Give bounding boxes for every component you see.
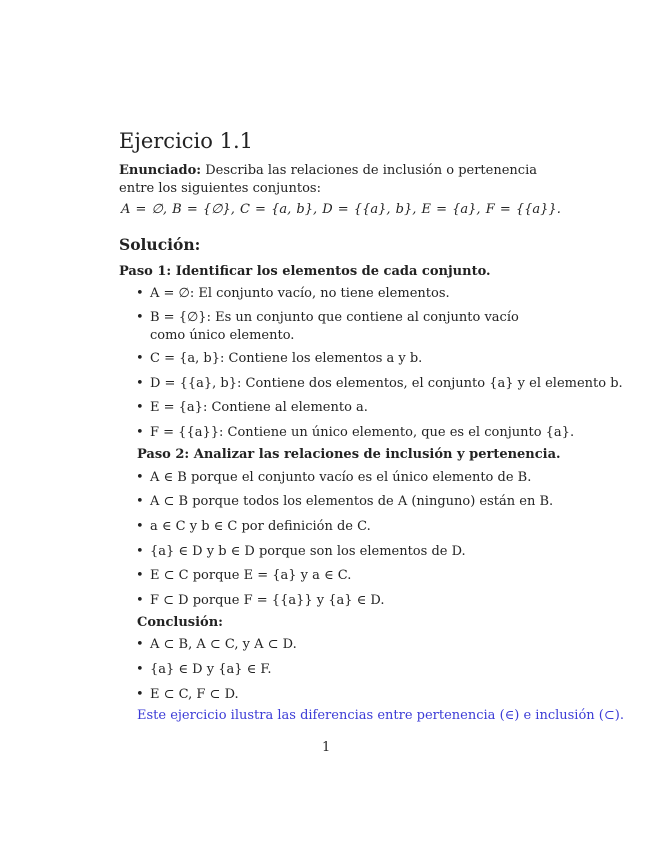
list-item: • F ⊂ D porque F = {{a}} y {a} ∈ D. xyxy=(136,593,385,608)
solution-heading: Solución: xyxy=(119,235,201,254)
statement xyxy=(119,162,537,198)
bullet-icon: • xyxy=(136,544,144,559)
list-item: • {a} ∈ D y b ∈ D porque son los elementos de D. xyxy=(136,544,466,559)
bullet-icon: • xyxy=(136,400,144,415)
statement-label: Enunciado: xyxy=(119,163,202,178)
step1-heading: Paso 1: Identificar los elementos de cada conjunto. xyxy=(119,264,491,279)
statement-text: Describa las relaciones de inclusión o pertenencia entre los siguientes conjuntos: xyxy=(119,163,537,196)
list-item: • a ∈ C y b ∈ C por definición de C. xyxy=(136,519,371,534)
bullet-icon: • xyxy=(136,637,144,652)
list-item: • {a} ∈ D y {a} ∈ F. xyxy=(136,662,272,677)
page-number: 1 xyxy=(322,740,331,755)
step2-heading: Paso 2: Analizar las relaciones de inclusión y pertenencia. xyxy=(137,447,561,462)
exercise-title: Ejercicio 1.1 xyxy=(119,129,253,153)
list-item: • B = {∅}: Es un conjunto que contiene al conjunto vacío como único elemento. xyxy=(136,310,519,343)
list-item: • E = {a}: Contiene al elemento a. xyxy=(136,400,368,415)
list-item: • E ⊂ C porque E = {a} y a ∈ C. xyxy=(136,568,352,583)
conclusion-heading: Conclusión: xyxy=(137,615,223,630)
list-item: • D = {{a}, b}: Contiene dos elementos, el conjunto {a} y el elemento b. xyxy=(136,376,623,391)
bullet-icon: • xyxy=(136,568,144,583)
bullet-icon: • xyxy=(136,494,144,509)
list-item: • E ⊂ C, F ⊂ D. xyxy=(136,687,239,702)
sets-definition: A = ∅, B = {∅}, C = {a, b}, D = {{a}, b}, E = {a}, F = {{a}}. xyxy=(121,202,561,217)
bullet-icon: • xyxy=(136,376,144,391)
bullet-icon: • xyxy=(136,286,144,301)
list-item: • A = ∅: El conjunto vacío, no tiene elementos. xyxy=(136,286,450,301)
bullet-icon: • xyxy=(136,425,144,440)
bullet-icon: • xyxy=(136,351,144,366)
bullet-icon: • xyxy=(136,687,144,702)
bullet-icon: • xyxy=(136,519,144,534)
bullet-icon: • xyxy=(136,593,144,608)
list-item: • A ⊂ B, A ⊂ C, y A ⊂ D. xyxy=(136,637,297,652)
bullet-icon: • xyxy=(136,662,144,677)
list-item: • F = {{a}}: Contiene un único elemento, que es el conjunto {a}. xyxy=(136,425,575,440)
list-item: • C = {a, b}: Contiene los elementos a y b. xyxy=(136,351,423,366)
closing-note: Este ejercicio ilustra las diferencias entre pertenencia (∈) e inclusión (⊂). xyxy=(137,708,624,723)
bullet-icon: • xyxy=(136,310,144,325)
bullet-icon: • xyxy=(136,470,144,485)
list-item: • A ∈ B porque el conjunto vacío es el único elemento de B. xyxy=(136,470,532,485)
list-item: • A ⊂ B porque todos los elementos de A (ninguno) están en B. xyxy=(136,494,554,509)
